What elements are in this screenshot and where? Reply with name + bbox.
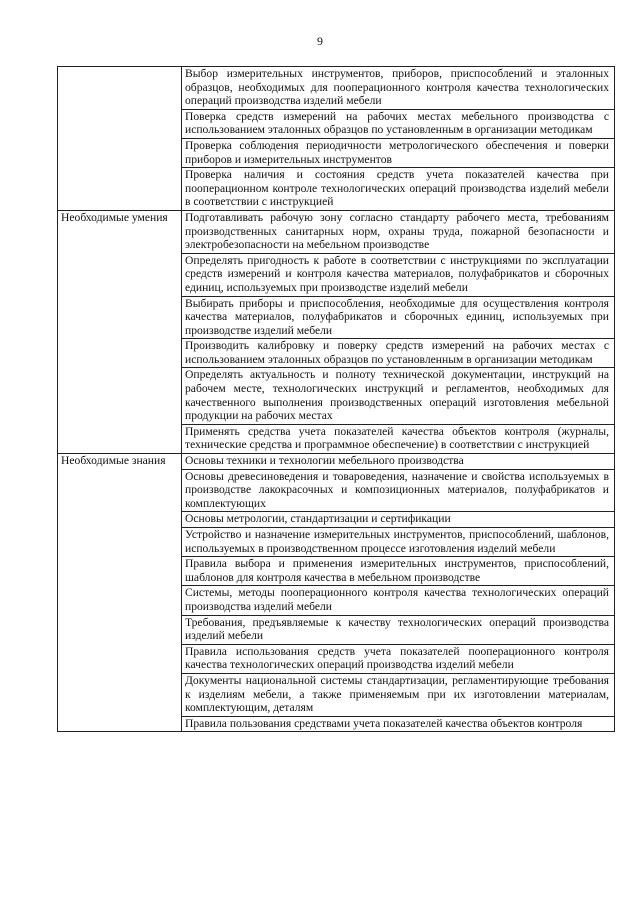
table-cell: Поверка средств измерений на рабочих местах мебельного производства с использованием эталонных образцов по установленным в организации методикам (182, 109, 615, 138)
table-row (58, 67, 615, 110)
requirements-table (57, 66, 615, 732)
page-number: 9 (317, 34, 323, 48)
table-cell: Производить калибровку и поверку средств измерений на рабочих местах с использованием эталонных образцов по установленным в организации методикам (182, 339, 615, 368)
table-cell: Правила выбора и применения измерительных инструментов, приспособлений, шаблонов для контроля качества в мебельном производстве (182, 557, 615, 586)
table-cell: Применять средства учета показателей качества объектов контроля (журналы, технические средства и программное обеспечение) в соответствии с инструкцией (182, 424, 615, 453)
table-cell: Основы древесиноведения и товароведения, назначение и свойства используемых в производстве лакокрасочных и композиционных материалов, полуфабрикатов и комплектующих (182, 469, 615, 512)
table-row (58, 454, 615, 470)
table-cell: Проверка соблюдения периодичности метрологического обеспечения и поверки приборов и измерительных инструментов (182, 138, 615, 167)
table-cell: Основы техники и технологии мебельного производства (182, 454, 615, 470)
table-cell: Основы метрологии, стандартизации и сертификации (182, 512, 615, 528)
table-cell: Документы национальной системы стандартизации, регламентирующие требования к изделиям мебели, а также применяемым при их изготовлении материалам, комплектующим, деталям (182, 673, 615, 716)
table-cell: Проверка наличия и состояния средств учета показателей качества при пооперационном контроле технологических операций производства изделий мебели в соответствии с инструкцией (182, 168, 615, 211)
table-cell: Определять актуальность и полноту технической документации, инструкций на рабочем месте, технологических инструкций и регламентов, необходимых для качественного выполнения производственных операций изготовления мебельной продукции на рабочих местах (182, 368, 615, 424)
table-cell: Требования, предъявляемые к качеству технологических операций производства изделий мебели (182, 615, 615, 644)
table-cell: Определять пригодность к работе в соответствии с инструкциями по эксплуатации средств измерений и контроля качества материалов, полуфабрикатов и сборочных единиц, используемых при производстве изделий мебели (182, 253, 615, 296)
knowledge-label: Необходимые знания (58, 454, 182, 732)
table-cell: Выбирать приборы и приспособления, необходимые для осуществления контроля качества материалов, полуфабрикатов и сборочных единиц, используемых при производстве изделий мебели (182, 296, 615, 339)
table-cell: Устройство и назначение измерительных инструментов, приспособлений, шаблонов, используемых в производственном процессе изготовления изделий мебели (182, 528, 615, 557)
table-row (58, 210, 615, 253)
skills-label: Необходимые умения (58, 210, 182, 453)
table-cell: Выбор измерительных инструментов, приборов, приспособлений и эталонных образцов, необходимых для пооперационного контроля качества технологических операций производства изделий мебели (182, 67, 615, 110)
table-cell: Правила использования средств учета показателей пооперационного контроля качества технологических операций производства изделий мебели (182, 644, 615, 673)
table-cell: Системы, методы пооперационного контроля качества технологических операций производства изделий мебели (182, 586, 615, 615)
table-cell: Подготавливать рабочую зону согласно стандарту рабочего места, требованиям производственных санитарных норм, охраны труда, пожарной безопасности и электробезопасности на мебельном производстве (182, 210, 615, 253)
row-label-empty (58, 67, 182, 211)
table-cell: Правила пользования средствами учета показателей качества объектов контроля (182, 716, 615, 732)
